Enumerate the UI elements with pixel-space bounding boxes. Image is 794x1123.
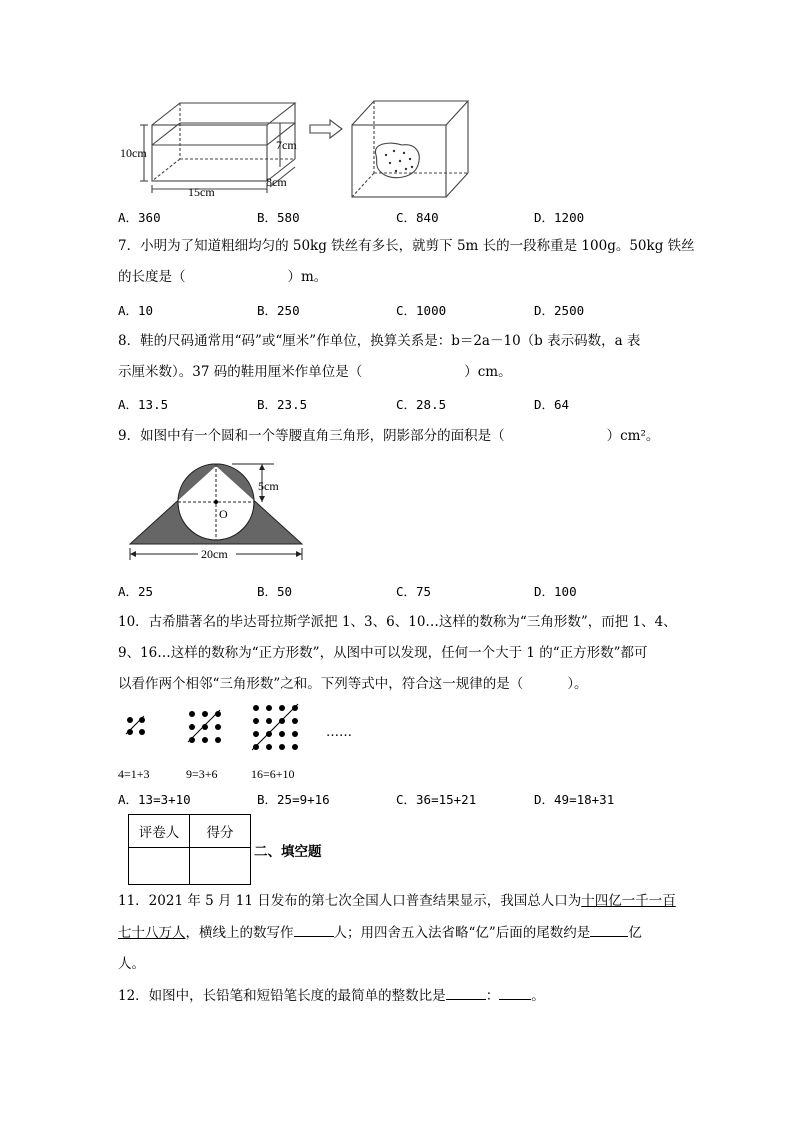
q11-blank-1[interactable] xyxy=(294,922,334,937)
q10-option-c[interactable]: C．36=15+21 xyxy=(396,792,477,807)
score-table-score-header: 得分 xyxy=(190,815,251,848)
q10-text-line2: 9、16…这样的数称为“正方形数”，从图中可以发现，任何一个大于 1 的“正方形数”都可 xyxy=(118,645,648,661)
q12-text-line1: 12．如图中，长铅笔和短铅笔长度的最简单的整数比是 ： 。 xyxy=(118,985,545,1006)
q8-text-line2: 示厘米数）。37 码的鞋用厘米作单位是（ ）cm。 xyxy=(118,364,512,380)
q6-option-c[interactable]: C．840 xyxy=(396,210,439,225)
q10-option-a[interactable]: A．13=3+10 xyxy=(118,792,191,807)
score-table-grader-cell[interactable] xyxy=(129,848,190,885)
q12-blank-2[interactable] xyxy=(499,985,531,1000)
q6-label-15cm: 15cm xyxy=(188,185,215,199)
score-table xyxy=(128,814,251,885)
q9-option-c[interactable]: C．75 xyxy=(396,584,432,599)
q8-option-b[interactable]: B．23.5 xyxy=(257,397,308,412)
q9-option-d[interactable]: D．100 xyxy=(534,584,577,599)
q6-option-b[interactable]: B．580 xyxy=(257,210,300,225)
q9-label-5cm: 5cm xyxy=(258,479,279,493)
q9-option-a[interactable]: A．25 xyxy=(118,584,154,599)
q7-option-a[interactable]: A．10 xyxy=(118,303,154,318)
q10-dot-figure xyxy=(118,700,368,790)
q6-label-8cm: 8cm xyxy=(266,175,287,189)
score-table-score-cell[interactable] xyxy=(190,848,251,885)
q10-eq1: 4=1+3 xyxy=(118,767,150,781)
q9-option-b[interactable]: B．50 xyxy=(257,584,293,599)
q9-label-o: O xyxy=(219,507,228,521)
q12-blank-1[interactable] xyxy=(446,985,486,1000)
q10-option-d[interactable]: D．49=18+31 xyxy=(534,792,615,807)
q10-eq2: 9=3+6 xyxy=(186,767,218,781)
q10-text-line1: 10．古希腊著名的毕达哥拉斯学派把 1、3、6、10…这样的数称为“三角形数”，而把 1、4、 xyxy=(118,614,677,630)
q7-option-d[interactable]: D．2500 xyxy=(534,303,585,318)
q10-eq3: 16=6+10 xyxy=(251,767,295,781)
q6-label-10cm: 10cm xyxy=(120,146,147,160)
q7-option-b[interactable]: B．250 xyxy=(257,303,300,318)
q7-option-c[interactable]: C．1000 xyxy=(396,303,447,318)
q6-figure xyxy=(120,95,480,200)
q8-text-line1: 8．鞋的尺码通常用“码”或“厘米”作单位，换算关系是：b＝2a－10（b 表示码数，a 表 xyxy=(118,333,641,349)
q6-option-d[interactable]: D．1200 xyxy=(534,210,585,225)
q11-text-line3: 人。 xyxy=(118,956,145,972)
q10-ellipsis: …… xyxy=(326,725,352,740)
q8-option-c[interactable]: C．28.5 xyxy=(396,397,447,412)
q11-text-line1: 11．2021 年 5 月 11 日发布的第七次全国人口普查结果显示，我国总人口为十四亿一千一百 xyxy=(118,893,676,909)
q8-option-d[interactable]: D．64 xyxy=(534,397,570,412)
q6-label-7cm: 7cm xyxy=(276,138,297,152)
score-table-grader-header: 评卷人 xyxy=(129,815,190,848)
q9-text-line1: 9．如图中有一个圆和一个等腰直角三角形，阴影部分的面积是（ ）cm²。 xyxy=(118,428,660,444)
q10-text-line3: 以看作两个相邻“三角形数”之和。下列等式中，符合这一规律的是（ ）。 xyxy=(118,676,588,692)
q6-box1-front xyxy=(152,125,267,181)
q7-text-line2: 的长度是（ ）m。 xyxy=(118,269,328,285)
q6-option-a[interactable]: A．360 xyxy=(118,210,161,225)
q10-option-b[interactable]: B．25=9+16 xyxy=(257,792,330,807)
q9-figure xyxy=(124,460,314,568)
q9-label-20cm: 20cm xyxy=(201,547,228,561)
q7-text-line1: 7．小明为了知道粗细均匀的 50kg 铁丝有多长，就剪下 5m 长的一段称重是 100g。50kg 铁丝 xyxy=(118,238,695,254)
q11-text-line2: 七十八万人，横线上的数写作 人；用四舍五入法省略“亿”后面的尾数约是 亿 xyxy=(118,922,642,943)
q8-option-a[interactable]: A．13.5 xyxy=(118,397,169,412)
q11-blank-2[interactable] xyxy=(590,922,628,937)
section-title: 二、填空题 xyxy=(254,844,322,860)
